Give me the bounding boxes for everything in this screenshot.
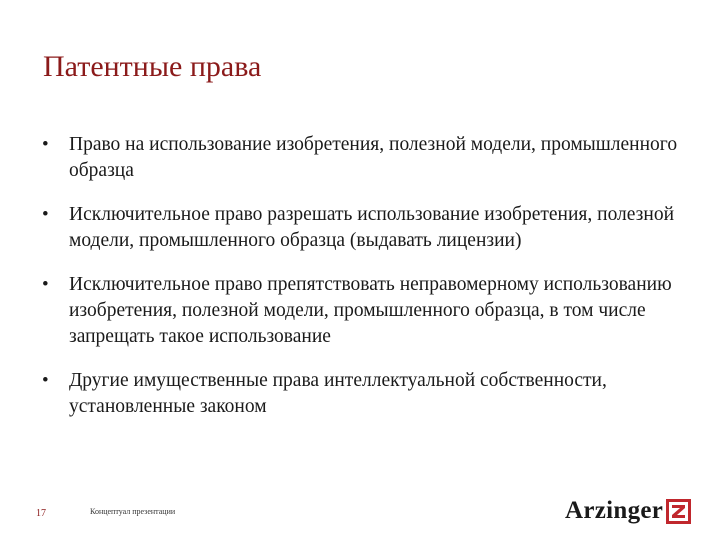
company-logo [565,495,691,527]
logo-text: Arzinger [565,497,664,524]
bullet-item [40,202,690,254]
bullet-text: Исключительное право разрешать использование изобретения, полезной модели, промышленного образца (выдавать лицензии) [69,204,675,251]
bullet-item [40,132,690,184]
slide-title: Патентные права [43,50,262,83]
bullet-list [40,132,690,438]
bullet-item [40,272,690,350]
bullet-text: Исключительное право препятствовать неправомерному использованию изобретения, полезной модели, промышленного образца, в том числе запрещать такое использование [69,274,672,347]
bullet-icon: • [42,134,49,155]
bullet-text: Другие имущественные права интеллектуальной собственности, установленные законом [69,370,607,417]
bullet-text: Право на использование изобретения, полезной модели, промышленного образца [69,134,678,181]
bullet-icon: • [42,370,49,391]
bullet-icon: • [42,274,49,295]
arzinger-logo-mark-icon [666,499,691,524]
bullet-icon: • [42,204,49,225]
page-number: 17 [36,508,46,519]
footer-note: Концептуал презентации [90,507,176,516]
bullet-item [40,368,690,420]
